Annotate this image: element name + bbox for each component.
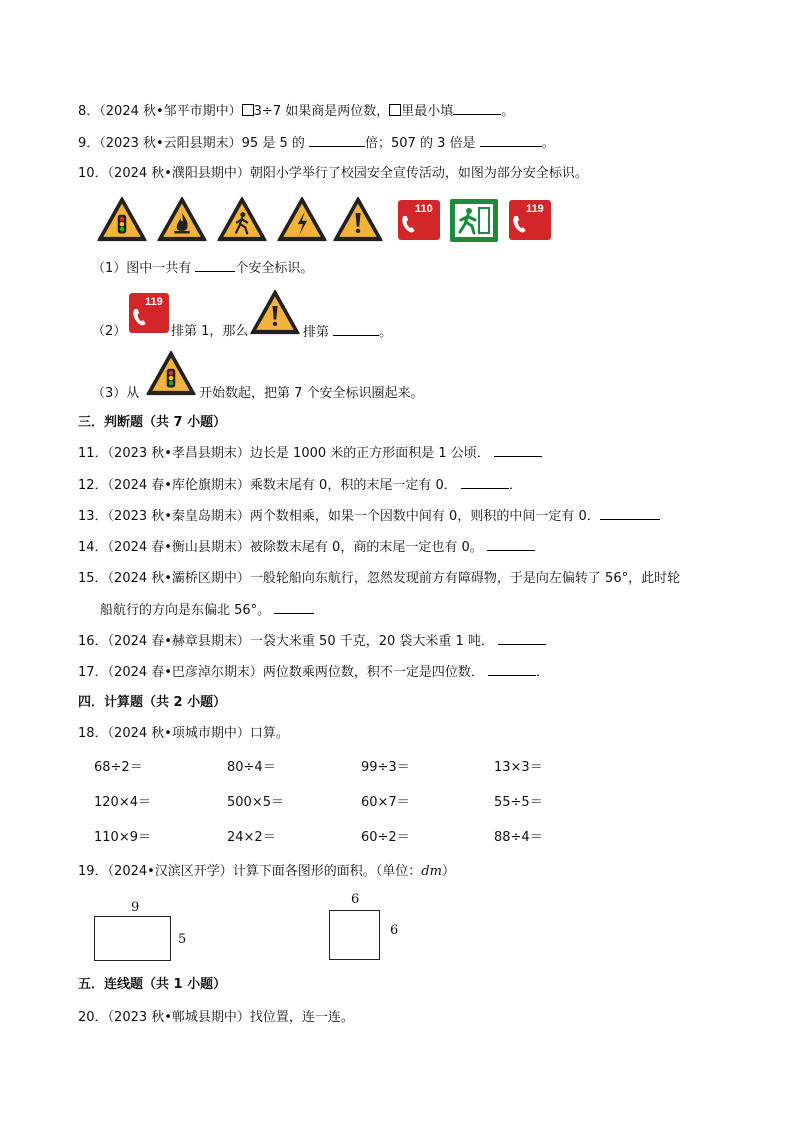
section-5-heading: 五．连线题（共 1 小题） bbox=[78, 977, 227, 992]
phone-119-icon: 119 bbox=[129, 293, 169, 333]
rect-1-top-label: 9 bbox=[131, 900, 140, 915]
question-10-part-3-end: 开始数起，把第 7 个安全标识圈起来。 bbox=[199, 386, 424, 401]
question-16: 16．（2024 春•赫章县期末）一袋大米重 50 千克，20 袋大米重 1 吨． bbox=[78, 632, 546, 651]
rectangle-shape bbox=[94, 916, 171, 961]
fire-icon bbox=[156, 196, 208, 242]
square-box-icon bbox=[242, 104, 254, 116]
answer-blank[interactable] bbox=[498, 632, 546, 645]
square-side-label: 6 bbox=[390, 923, 399, 938]
question-11: 11．（2023 秋•孝昌县期末）边长是 1000 米的正方形面积是 1 公顷． bbox=[78, 444, 542, 463]
question-10-part-2: （2） bbox=[92, 324, 127, 339]
calc-item: 99÷3＝ bbox=[361, 760, 410, 775]
section-4-heading: 四．计算题（共 2 小题） bbox=[78, 695, 227, 710]
exit-icon bbox=[450, 199, 498, 242]
question-20: 20．（2023 秋•郸城县期中）找位置，连一连。 bbox=[78, 1010, 354, 1025]
calc-item: 80÷4＝ bbox=[227, 760, 276, 775]
answer-blank[interactable] bbox=[600, 507, 660, 520]
section-3-heading: 三．判断题（共 7 小题） bbox=[78, 415, 227, 430]
question-10-part-3: （3）从 bbox=[92, 386, 140, 401]
question-17: 17．（2024 春•巴彦淖尔期末）两位数乘两位数，积不一定是四位数． ． bbox=[78, 665, 550, 680]
question-18: 18．（2024 秋•项城市期中）口算。 bbox=[78, 726, 289, 741]
traffic-light-icon bbox=[96, 196, 148, 242]
calc-item: 120×4＝ bbox=[94, 795, 151, 810]
calc-item: 500×5＝ bbox=[227, 795, 284, 810]
calc-item: 60×7＝ bbox=[361, 795, 410, 810]
calc-item: 88÷4＝ bbox=[494, 830, 543, 845]
pedestrian-icon bbox=[216, 196, 268, 242]
question-12: 12．（2024 春•库伦旗期末）乘数末尾有 0，积的末尾一定有 0． ． bbox=[78, 478, 522, 493]
question-14: 14．（2024 春•衡山县期末）被除数末尾有 0，商的末尾一定也有 0。 bbox=[78, 538, 535, 557]
answer-blank[interactable] bbox=[488, 663, 536, 676]
calc-item: 60÷2＝ bbox=[361, 830, 410, 845]
square-shape bbox=[329, 910, 380, 960]
exclamation-icon bbox=[332, 196, 384, 242]
lightning-icon bbox=[276, 196, 328, 242]
question-13: 13．（2023 秋•秦皇岛期末）两个数相乘，如果一个因数中间有 0，则积的中间一定有 0． bbox=[78, 507, 660, 526]
answer-blank[interactable] bbox=[309, 134, 365, 147]
question-19: 19．（2024•汉滨区开学）计算下面各图形的面积。（单位：dm） bbox=[78, 864, 455, 879]
question-15-line-2: 船航行的方向是东偏北 56°。 bbox=[100, 601, 314, 620]
square-top-label: 6 bbox=[351, 892, 360, 907]
answer-blank[interactable] bbox=[333, 323, 379, 336]
calc-item: 24×2＝ bbox=[227, 830, 276, 845]
question-15-line-1: 15．（2024 秋•灞桥区期中）一般轮船向东航行，忽然发现前方有障碍物，于是向左偏转了 56°，此时轮 bbox=[78, 571, 681, 586]
phone-119-icon: 119 bbox=[509, 200, 551, 240]
phone-110-icon: 110 bbox=[398, 200, 440, 240]
exclamation-icon bbox=[249, 289, 301, 335]
answer-blank[interactable] bbox=[195, 259, 235, 272]
traffic-light-icon bbox=[145, 350, 197, 396]
answer-blank[interactable] bbox=[487, 538, 535, 551]
question-10-part-2-end: 排第 。 bbox=[303, 325, 393, 340]
calc-item: 55÷5＝ bbox=[494, 795, 543, 810]
answer-blank[interactable] bbox=[480, 134, 542, 147]
question-8: 8．（2024 秋•邹平市期中） 3÷7 如果商是两位数， 里最小填 。 bbox=[78, 104, 515, 119]
answer-blank[interactable] bbox=[494, 444, 542, 457]
question-10-part-1: （1）图中一共有 个安全标识。 bbox=[92, 261, 314, 276]
answer-blank[interactable] bbox=[274, 601, 314, 614]
question-9: 9．（2023 秋•云阳县期末）95 是 5 的 倍；507 的 3 倍是 。 bbox=[78, 136, 555, 151]
question-10: 10．（2024 秋•濮阳县期中）朝阳小学举行了校园安全宣传活动，如图为部分安全标识。 bbox=[78, 166, 588, 181]
answer-blank[interactable] bbox=[453, 102, 501, 115]
calc-item: 13×3＝ bbox=[494, 760, 543, 775]
question-10-part-2-mid: 排第 1，那么 bbox=[171, 324, 249, 339]
answer-blank[interactable] bbox=[461, 476, 509, 489]
calc-item: 110×9＝ bbox=[94, 830, 151, 845]
calc-item: 68÷2＝ bbox=[94, 760, 143, 775]
rect-1-side-label: 5 bbox=[178, 932, 187, 947]
square-box-icon bbox=[389, 104, 401, 116]
